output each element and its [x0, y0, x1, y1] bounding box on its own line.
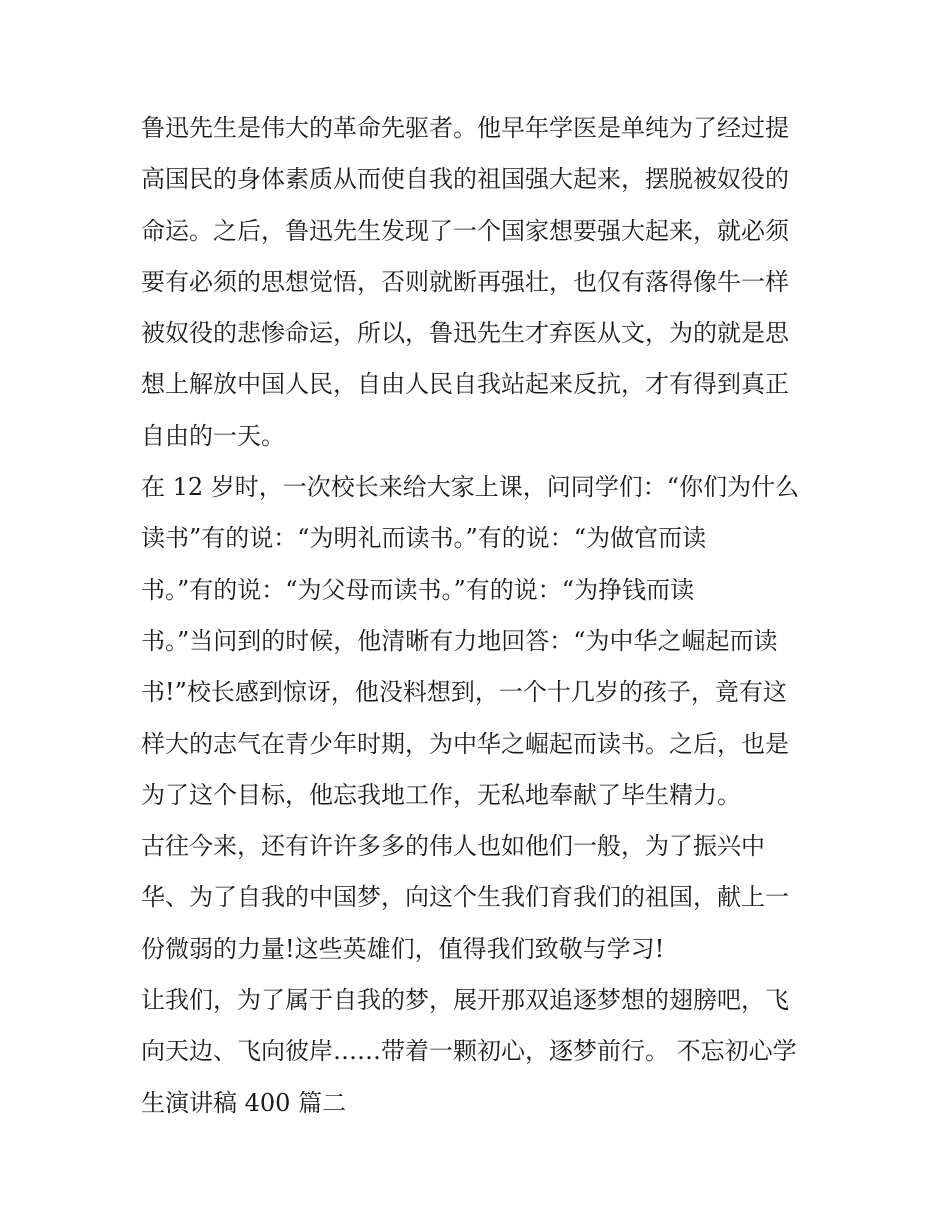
text-line: 古往今来，还有许许多多的伟人也如他们一般，为了振兴中	[141, 832, 765, 861]
text-line: 向天边、飞向彼岸……带着一颗初心，逐梦前行。 不忘初心学	[141, 1037, 797, 1066]
text-line: 鲁迅先生是伟大的革命先驱者。他早年学医是单纯为了经过提	[141, 114, 789, 142]
text-line: 想上解放中国人民，自由人民自我站起来反抗，才有得到真正	[141, 370, 789, 399]
text-line: 为了这个目标，他忘我地工作，无私地奉献了毕生精力。	[141, 780, 741, 809]
text-line: 华、为了自我的中国梦，向这个生我们育我们的祖国，献上一	[141, 883, 789, 912]
text-line: 书。”有的说：“为父母而读书。”有的说：“为挣钱而读	[141, 575, 695, 604]
text-line: 样大的志气在青少年时期，为中华之崛起而读书。之后，也是	[141, 729, 789, 758]
text-line: 自由的一天。	[141, 421, 285, 450]
text-line: 生演讲稿 400 篇二	[141, 1088, 347, 1117]
text-line: 高国民的身体素质从而使自我的祖国强大起来，摆脱被奴役的	[141, 165, 789, 194]
text-line: 命运。之后，鲁迅先生发现了一个国家想要强大起来，就必须	[141, 216, 789, 245]
text-line: 书。”当问到的时候，他清晰有力地回答：“为中华之崛起而读	[141, 626, 778, 655]
text-line: 在 12 岁时，一次校长来给大家上课，问同学们：“你们为什么	[141, 473, 800, 502]
text-line: 让我们，为了属于自我的梦，展开那双追逐梦想的翅膀吧，飞	[141, 986, 789, 1015]
text-line: 份微弱的力量!这些英雄们，值得我们致敬与学习!	[141, 934, 665, 963]
text-line: 被奴役的悲惨命运，所以，鲁迅先生才弃医从文，为的就是思	[141, 319, 789, 348]
document-body	[141, 103, 821, 1129]
text-line: 读书”有的说：“为明礼而读书。”有的说：“为做官而读	[141, 524, 707, 553]
text-line: 书!”校长感到惊讶，他没料想到，一个十几岁的孩子，竟有这	[141, 678, 787, 707]
text-line: 要有必须的思想觉悟，否则就断再强壮，也仅有落得像牛一样	[141, 267, 789, 296]
